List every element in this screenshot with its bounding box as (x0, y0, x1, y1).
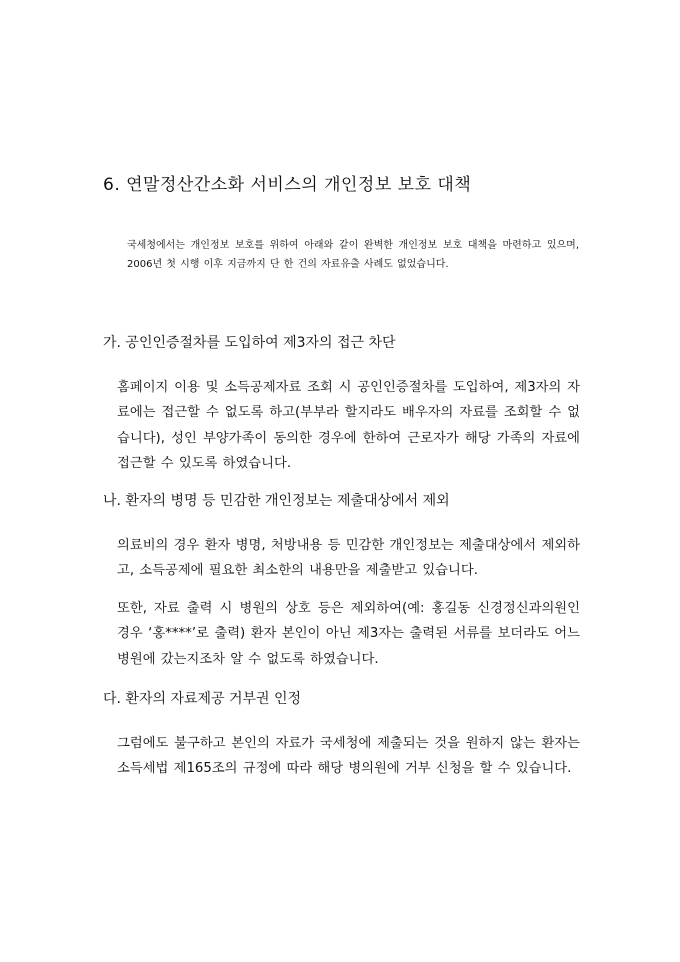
intro-paragraph: 국세청에서는 개인정보 보호를 위하여 아래와 같이 완벽한 개인정보 보호 대책을 마련하고 있으며, 2006년 첫 시행 이후 지금까지 단 한 건의 자료유출 사례도 없었습니다. (127, 240, 579, 270)
section-heading: 6. 연말정산간소화 서비스의 개인정보 보호 대책 (103, 175, 472, 195)
subsection-title-na: 나. 환자의 병명 등 민감한 개인정보는 제출대상에서 제외 (103, 493, 450, 509)
paragraph-ga-1: 홈페이지 이용 및 소득공제자료 조회 시 공인인증절차를 도입하여, 제3자의 자료에는 접근할 수 없도록 하고(부부라 할지라도 배우자의 자료를 조회할 수 없습니다), 성인 부양가족이 동의한 경우에 한하여 근로자가 해당 가족의 자료에 접근할 수 있도록 하였습니다. (117, 380, 580, 471)
subsection-title-ga: 가. 공인인증절차를 도입하여 제3자의 접근 차단 (103, 335, 396, 351)
paragraph-da-1: 그럼에도 불구하고 본인의 자료가 국세청에 제출되는 것을 원하지 않는 환자는 소득세법 제165조의 규정에 따라 해당 병의원에 거부 신청을 할 수 있습니다. (117, 736, 580, 777)
paragraph-na-1: 의료비의 경우 환자 병명, 처방내용 등 민감한 개인정보는 제출대상에서 제외하고, 소득공제에 필요한 최소한의 내용만을 제출받고 있습니다. (117, 538, 580, 579)
subsection-title-da: 다. 환자의 자료제공 거부권 인정 (103, 691, 302, 707)
paragraph-na-2: 또한, 자료 출력 시 병원의 상호 등은 제외하여(예: 홍길동 신경정신과의원인 경우 ‘홍****’로 출력) 환자 본인이 아닌 제3자는 출력된 서류를 보더라도 어느 병원에 갔는지조차 알 수 없도록 하였습니다. (117, 601, 580, 667)
